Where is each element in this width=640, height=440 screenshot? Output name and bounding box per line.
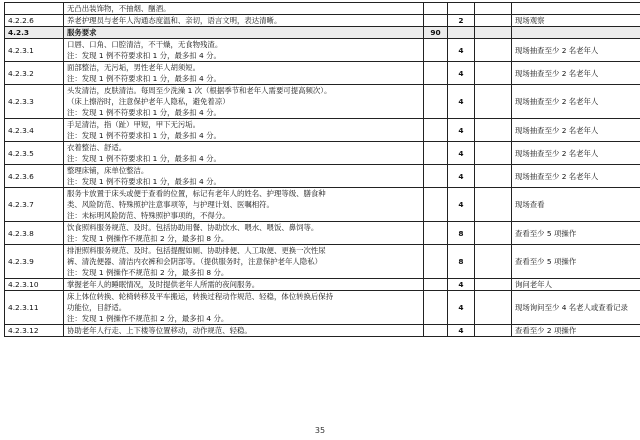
blank-cell: [475, 188, 512, 222]
blank-cell: [475, 291, 512, 325]
table-row: [5, 142, 640, 165]
assessment-method: 现场观察: [512, 15, 640, 27]
deduction-note: 注：发现 1 例操作不规范扣 2 分，最多扣 8 分。: [67, 234, 229, 243]
blank-cell: [475, 165, 512, 188]
item-score: 4: [448, 279, 475, 291]
table-row: [5, 62, 640, 85]
item-score: 8: [448, 222, 475, 245]
assessment-method: 现场抽查至少 2 名老年人: [512, 119, 640, 142]
table-row: [5, 165, 640, 188]
item-description: [64, 188, 424, 222]
description-line: 养老护理员与老年人沟通态度温和、亲切，语言文明，表达清晰。: [67, 16, 282, 25]
assessment-method: 现场抽查至少 2 名老年人: [512, 165, 640, 188]
blank-cell: [475, 15, 512, 27]
item-score: 4: [448, 325, 475, 337]
description-line: 口唇、口角、口腔清洁，不干燥，无食物残渣。: [67, 40, 223, 49]
description-line: 裤、清洗便器、清洁内衣裤和会阴部等。（提供服务时，注意保护老年人隐私）: [67, 257, 322, 266]
item-code: [5, 3, 64, 15]
item-code: 4.2.3: [5, 27, 64, 39]
description-line: 排泄照料服务规范、及时。包括提醒如厕、协助排便、人工取便、更换一次性尿: [67, 246, 326, 255]
item-score: 4: [448, 62, 475, 85]
blank-cell: [475, 27, 512, 39]
item-score: 4: [448, 291, 475, 325]
description-line: 服务要求: [67, 28, 97, 37]
section-total-score: [424, 85, 448, 119]
item-code: 4.2.3.7: [5, 188, 64, 222]
section-total-score: [424, 119, 448, 142]
description-line: 床上体位转换、轮椅转移及平车搬运，转换过程动作规范、轻稳，体位转换后保持: [67, 292, 334, 301]
deduction-note: 注：发现 1 例不符要求扣 1 分，最多扣 4 分。: [67, 154, 221, 163]
table-row: [5, 15, 640, 27]
assessment-method: [512, 27, 640, 39]
table-row: [5, 119, 640, 142]
item-description: [64, 27, 424, 39]
description-line: （床上擦浴时，注意保护老年人隐私，避免着凉）: [67, 97, 230, 106]
page-number: 35: [314, 426, 326, 435]
item-score: 4: [448, 119, 475, 142]
assessment-method: 现场抽查至少 2 名老年人: [512, 142, 640, 165]
table-row: [5, 3, 640, 15]
item-score: 2: [448, 15, 475, 27]
section-total-score: 90: [424, 27, 448, 39]
table-row: [5, 222, 640, 245]
assessment-method: 现场抽查至少 2 名老年人: [512, 62, 640, 85]
section-total-score: [424, 15, 448, 27]
item-code: 4.2.3.11: [5, 291, 64, 325]
item-code: 4.2.2.6: [5, 15, 64, 27]
table-row: [5, 85, 640, 119]
item-description: [64, 39, 424, 62]
item-description: [64, 222, 424, 245]
blank-cell: [475, 85, 512, 119]
section-total-score: [424, 188, 448, 222]
item-code: 4.2.3.12: [5, 325, 64, 337]
item-description: [64, 85, 424, 119]
item-score: [448, 27, 475, 39]
description-line: 衣着整洁、舒适。: [67, 143, 127, 152]
description-line: 整理床铺，床单位整洁。: [67, 166, 149, 175]
assessment-method: 现场抽查至少 2 名老年人: [512, 85, 640, 119]
assessment-method: 现场询问至少 4 名老人或查看记录: [512, 291, 640, 325]
item-score: [448, 3, 475, 15]
item-score: 4: [448, 39, 475, 62]
blank-cell: [475, 325, 512, 337]
item-score: 8: [448, 245, 475, 279]
item-score: 4: [448, 142, 475, 165]
assessment-method: [512, 3, 640, 15]
blank-cell: [475, 245, 512, 279]
blank-cell: [475, 3, 512, 15]
section-total-score: [424, 222, 448, 245]
section-total-score: [424, 3, 448, 15]
item-description: [64, 142, 424, 165]
assessment-method: 现场查看: [512, 188, 640, 222]
item-description: [64, 245, 424, 279]
item-description: [64, 3, 424, 15]
table-body: [5, 3, 640, 337]
blank-cell: [475, 39, 512, 62]
description-line: 手足清洁，指（趾）甲短，甲下无污垢。: [67, 120, 201, 129]
blank-cell: [475, 222, 512, 245]
item-description: [64, 165, 424, 188]
assessment-method: 查看至少 5 项操作: [512, 245, 640, 279]
deduction-note: 注：发现 1 例不符要求扣 1 分，最多扣 4 分。: [67, 74, 221, 83]
description-line: 类、风险防范、特殊照护注意事项等，与护理计划、医嘱相符。: [67, 200, 274, 209]
blank-cell: [475, 62, 512, 85]
description-line: 掌握老年人的睡眠情况，及时提供老年人所需的夜间服务。: [67, 280, 260, 289]
deduction-note: 注：未标明风险防范、特殊照护事项的，不得分。: [67, 211, 230, 220]
deduction-note: 注：发现 1 例操作不规范扣 2 分，最多扣 8 分。: [67, 268, 229, 277]
deduction-note: 注：发现 1 例不符要求扣 1 分，最多扣 4 分。: [67, 108, 221, 117]
item-score: 4: [448, 165, 475, 188]
item-code: 4.2.3.4: [5, 119, 64, 142]
description-line: 功能位，目舒适。: [67, 303, 127, 312]
item-code: 4.2.3.2: [5, 62, 64, 85]
standard-table: [4, 2, 640, 337]
assessment-method: 询问老年人: [512, 279, 640, 291]
item-code: 4.2.3.9: [5, 245, 64, 279]
deduction-note: 注：发现 1 例不符要求扣 1 分，最多扣 4 分。: [67, 51, 221, 60]
description-line: 无凸出装饰物，不抽烟、酗酒。: [67, 4, 171, 13]
table-row: [5, 291, 640, 325]
item-description: [64, 62, 424, 85]
table-row: [5, 279, 640, 291]
deduction-note: 注：发现 1 例不符要求扣 1 分，最多扣 4 分。: [67, 177, 221, 186]
section-total-score: [424, 165, 448, 188]
table-row: [5, 245, 640, 279]
item-code: 4.2.3.3: [5, 85, 64, 119]
blank-cell: [475, 142, 512, 165]
blank-cell: [475, 279, 512, 291]
description-line: 协助老年人行走、上下楼等位置移动，动作规范、轻稳。: [67, 326, 252, 335]
description-line: 面部整洁，无污垢，男性老年人胡须短。: [67, 63, 201, 72]
item-description: [64, 119, 424, 142]
deduction-note: 注：发现 1 例操作不规范扣 2 分，最多扣 4 分。: [67, 314, 229, 323]
section-total-score: [424, 245, 448, 279]
item-code: 4.2.3.1: [5, 39, 64, 62]
table-row: [5, 325, 640, 337]
description-line: 服务卡放置于床头或便于查看的位置，标记有老年人的姓名、护理等级、膳食种: [67, 189, 326, 198]
section-row: [5, 27, 640, 39]
deduction-note: 注：发现 1 例不符要求扣 1 分，最多扣 4 分。: [67, 131, 221, 140]
section-total-score: [424, 325, 448, 337]
section-total-score: [424, 62, 448, 85]
item-code: 4.2.3.10: [5, 279, 64, 291]
item-description: [64, 291, 424, 325]
item-description: [64, 279, 424, 291]
section-total-score: [424, 279, 448, 291]
item-code: 4.2.3.8: [5, 222, 64, 245]
section-total-score: [424, 142, 448, 165]
section-total-score: [424, 291, 448, 325]
assessment-method: 现场抽查至少 2 名老年人: [512, 39, 640, 62]
table-row: [5, 188, 640, 222]
blank-cell: [475, 119, 512, 142]
description-line: 饮食照料服务规范、及时。包括协助用餐、协助饮水、喂水、喂饭、鼻饲等。: [67, 223, 319, 232]
item-description: [64, 15, 424, 27]
item-code: 4.2.3.6: [5, 165, 64, 188]
table-row: [5, 39, 640, 62]
item-description: [64, 325, 424, 337]
section-total-score: [424, 39, 448, 62]
description-line: 头发清洁，皮肤清洁。每周至少洗澡 1 次（根据季节和老年人需要可提高频次）。: [67, 86, 332, 95]
assessment-method: 查看至少 5 项操作: [512, 222, 640, 245]
item-score: 4: [448, 188, 475, 222]
item-code: 4.2.3.5: [5, 142, 64, 165]
assessment-method: 查看至少 2 项操作: [512, 325, 640, 337]
item-score: 4: [448, 85, 475, 119]
